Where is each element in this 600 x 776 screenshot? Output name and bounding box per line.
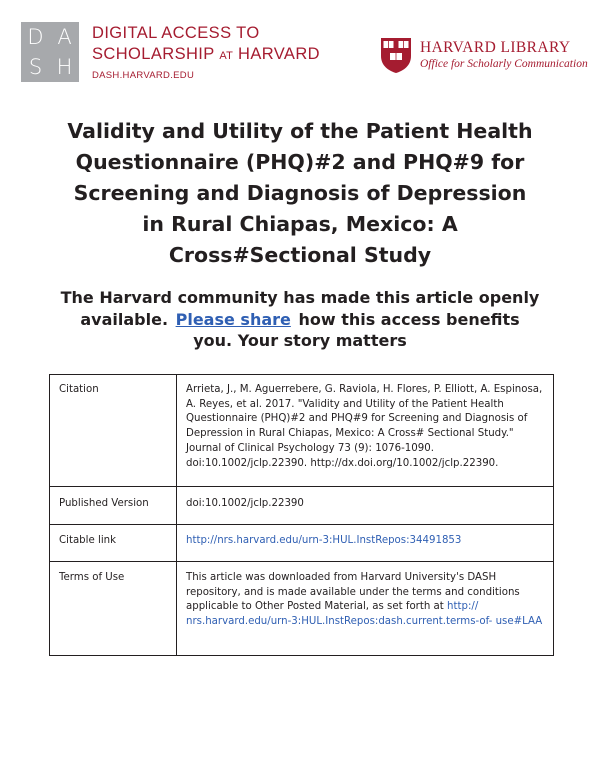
dash-scholarship-text: SCHOLARSHIP <box>92 45 215 63</box>
citable-link-cell <box>177 525 554 562</box>
table-row <box>50 525 554 562</box>
dash-url: DASH.HARVARD.EDU <box>92 70 195 81</box>
table-row <box>50 562 554 656</box>
published-version-label: Published Version <box>50 487 177 525</box>
dash-at-text: AT <box>219 50 234 62</box>
table-row <box>50 487 554 525</box>
article-title: Validity and Utility of the Patient Health Questionnaire (PHQ)#2 and PHQ#9 for Screening and Diagnosis of Depression in Rural Chiapas, Mexico: A Cross#Sectional Study <box>67 119 533 267</box>
citation-label: Citation <box>50 375 177 487</box>
harvard-library-wordmark[interactable] <box>420 39 588 71</box>
share-note-text-end: how this access benefits you. Your story matters <box>193 309 520 350</box>
dash-logo-letter: H <box>56 55 73 79</box>
harvard-shield-icon <box>379 36 413 74</box>
metadata-table <box>49 374 554 656</box>
citable-link-label: Citable link <box>50 525 177 562</box>
table-row <box>50 375 554 487</box>
dash-logo-letter: A <box>57 25 72 49</box>
terms-of-use-label: Terms of Use <box>50 562 177 656</box>
citation-value: Arrieta, J., M. Aguerrebere, G. Raviola, H. Flores, P. Elliott, A. Espinosa, A. Reyes, et al. 2017. "Validity and Utility of the Patient Health Questionnaire (PHQ)#2 and PHQ#9 for Screening and Diagnosis of Depression in Rural Chiapas, Mexico: A Cross# Sectional Study." Journal of Clinical Psychology 73 (9): 1076-1090. doi:10.1002/jclp.22390. http://dx.doi.org/10.1002/jclp.22390. <box>177 375 554 487</box>
share-note <box>60 287 540 352</box>
share-note-text: The Harvard community has made this article openly available. <box>60 288 540 329</box>
dash-logo-letter: D <box>27 25 44 49</box>
terms-of-use-text: This article was downloaded from Harvard University's DASH repository, and is made available under the terms and conditions applicable to Other Posted Material, as set forth at <box>186 572 520 613</box>
dash-wordmark[interactable] <box>92 23 320 82</box>
published-version-value: doi:10.1002/jclp.22390 <box>177 487 554 525</box>
terms-of-use-cell <box>177 562 554 656</box>
dash-harvard-text: HARVARD <box>238 45 320 63</box>
citable-link[interactable]: http://nrs.harvard.edu/urn-3:HUL.InstRepos:34491853 <box>186 535 462 546</box>
dash-logo <box>21 22 79 82</box>
dash-wordmark-line2 <box>92 44 320 67</box>
harvard-library-subtitle: Office for Scholarly Communication <box>420 58 588 70</box>
please-share-link[interactable]: Please share <box>175 309 291 329</box>
terms-of-use-link[interactable]: http:// nrs.harvard.edu/urn-3:HUL.InstRepos:dash.current.terms-of- use#LAA <box>186 601 543 628</box>
harvard-library-title: HARVARD LIBRARY <box>420 39 571 56</box>
dash-wordmark-line1: DIGITAL ACCESS TO <box>92 24 260 42</box>
dash-logo-letter: S <box>28 55 43 79</box>
